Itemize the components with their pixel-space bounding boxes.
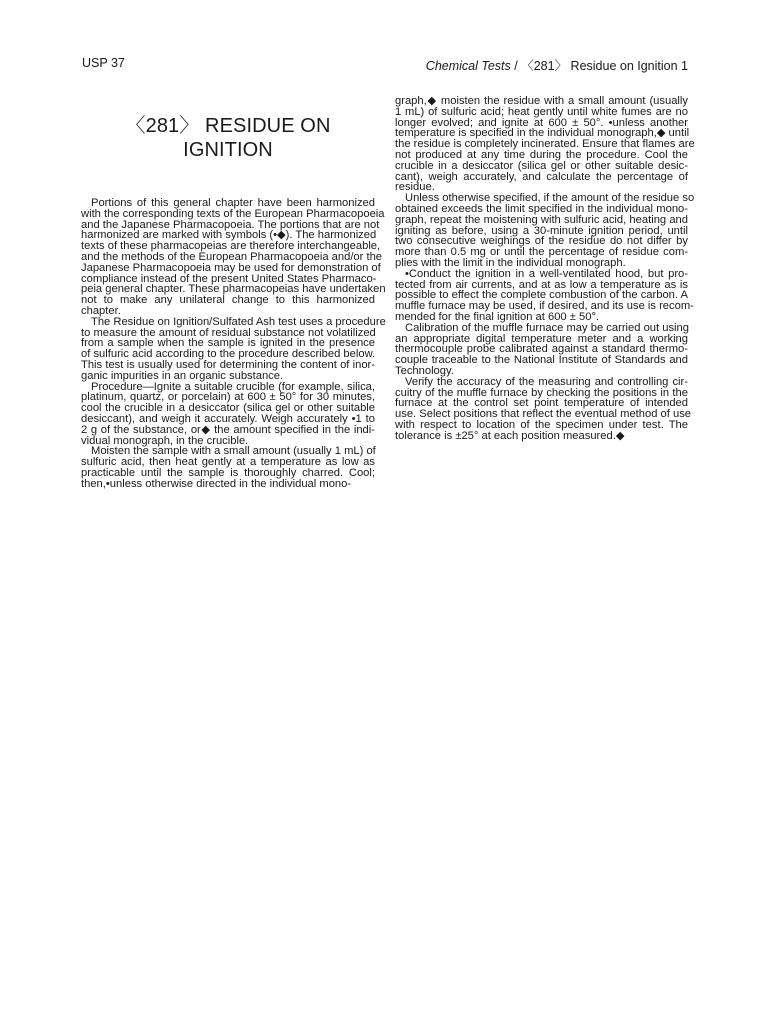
left-column-text-line: vidual monograph, in the crucible. [81, 434, 249, 447]
right-column-text-line: obtained exceeds the limit specified in the individual mono- [395, 202, 688, 215]
left-column-text-line: of sulfuric acid according to the procedure described below. [81, 348, 376, 361]
left-column-text-line: and the Japanese Pharmacopoeia. The portions that are not [81, 218, 380, 231]
right-column-text-line: cuitry of the muffle furnace by checking the positions in the [395, 386, 688, 399]
right-column-text-line: graph, repeat the moistening with sulfuric acid, heating and [395, 213, 688, 226]
right-column-text-line: residue. [395, 181, 435, 194]
left-column-text-line: Moisten the sample with a small amount (usually 1 mL) of [91, 445, 376, 458]
left-column-text-line: from a sample when the sample is ignited in the presence [81, 337, 375, 350]
left-column-text-line: 2 g of the substance, or◆ the amount specified in the indi- [81, 423, 375, 436]
header-left-label: USP 37 [82, 56, 125, 70]
left-column-text-line: Portions of this general chapter have been harmonized [91, 197, 375, 209]
right-column-text-line: tected from air currents, and at as low a temperature as is [395, 278, 688, 291]
right-column-text-line: Technology. [395, 364, 454, 377]
left-column-text-line: ganic impurities in an organic substance. [81, 369, 284, 382]
left-column-text-line: sulfuric acid, then heat gently at a temperature as low as [81, 456, 375, 469]
right-column-text-line: with respect to location of the specimen under test. The [395, 418, 688, 431]
left-column-text-line: compliance instead of the present United States Pharmaco- [81, 272, 377, 285]
right-column-text-line: tolerance is ±25° at each position measured.◆ [395, 429, 625, 442]
left-column-text-line: practicable until the sample is thoroughly charred. Cool; [81, 466, 375, 479]
right-column-text-line: plies with the limit in the individual monograph. [395, 256, 626, 269]
right-column-text-line: an appropriate digital temperature meter and a working [395, 332, 688, 345]
left-column-text-line: to measure the amount of residual substance not volatilized [81, 326, 376, 339]
right-column [395, 95, 695, 442]
right-column-text-line: igniting as before, using a 30-minute ignition period, until [395, 224, 688, 237]
left-column-text-line: This test is usually used for determining the content of inor- [81, 358, 375, 371]
left-column-text-line: Japanese Pharmacopoeia may be used for demonstration of [81, 261, 381, 274]
right-column-text-line: two consecutive weighings of the residue do not differ by [395, 235, 688, 248]
right-column-text-line: cant), weigh accurately, and calculate the percentage of [395, 170, 688, 183]
right-column-text-line: Unless otherwise specified, if the amount of the residue so [405, 192, 695, 205]
left-column-text-line: and the methods of the European Pharmacopoeia and/or the [81, 250, 383, 263]
header-chapter-ref: / 〈281〉 Residue on Ignition 1 [510, 59, 688, 73]
left-column-text-line: desiccant), and weigh it accurately. Weigh accurately •1 to [81, 412, 375, 425]
left-column-text-line: chapter. [81, 304, 121, 317]
right-column-text-line: furnace at the control set point temperature of intended [395, 397, 688, 410]
left-column-text-line: platinum, quartz, or porcelain) at 600 ± 50° for 30 minutes, [81, 391, 375, 404]
left-column-text-line: Procedure—Ignite a suitable crucible (for example, silica, [91, 380, 375, 393]
right-column-text-line: not produced at any time during the procedure. Cool the [395, 148, 688, 161]
left-column-text-line: texts of these pharmacopeias are therefore interchangeable, [81, 240, 381, 253]
right-column-text-line: mended for the final ignition at 600 ± 50°. [395, 310, 600, 323]
left-column-text-line: harmonized are marked with symbols (•◆). The harmonized [81, 229, 377, 242]
right-column-text-line: the residue is completely incinerated. Ensure that flames are [395, 138, 695, 151]
left-column-text-line: then,•unless otherwise directed in the individual mono- [81, 477, 352, 490]
right-column-text-line: Verify the accuracy of the measuring and controlling cir- [405, 375, 688, 388]
left-column-text-line: with the corresponding texts of the European Pharmacopoeia [81, 207, 385, 220]
right-column-text-line: crucible in a desiccator (silica gel or other suitable desic- [395, 159, 688, 172]
header-right-label [426, 56, 688, 74]
left-column-text-line: not to make any unilateral change to this harmonized [81, 294, 375, 307]
right-column-text-line: thermocouple probe calibrated against a standard thermo- [395, 343, 688, 356]
right-column-text-line: couple traceable to the National Institute of Standards and [395, 354, 688, 367]
right-column-text-line: more than 0.5 mg or until the percentage of residue com- [395, 246, 688, 259]
left-column-text-line: peia general chapter. These pharmacopeias have undertaken [81, 283, 386, 296]
left-column-text-line: cool the crucible in a desiccator (silica gel or other suitable [81, 402, 375, 415]
header-section-name: Chemical Tests [425, 59, 511, 73]
left-column-text-line: The Residue on Ignition/Sulfated Ash test uses a procedure [91, 315, 386, 328]
right-column-text-line: possible to effect the complete combustion of the carbon. A [395, 289, 688, 302]
left-column [81, 96, 386, 490]
right-column-text-line: Calibration of the muffle furnace may be carried out using [405, 321, 689, 334]
right-column-text-line: use. Select positions that reflect the eventual method of use [395, 408, 692, 421]
right-column-text [395, 95, 695, 442]
left-column-text [81, 197, 386, 490]
right-column-text-line: muffle furnace may be used, if desired, and its use is recom- [395, 300, 694, 313]
page-header [82, 56, 688, 76]
right-column-text-line: •Conduct the ignition in a well-ventilated hood, but pro- [405, 267, 688, 280]
right-column-text-line: longer evolved; and ignite at 600 ± 50°. •unless another [395, 116, 688, 129]
chapter-title: 〈281〉 RESIDUE ON IGNITION [125, 115, 331, 161]
right-column-text-line: graph,◆ moisten the residue with a small amount (usually [395, 95, 688, 107]
right-column-text-line: 1 mL) of sulfuric acid; heat gently until white fumes are no [395, 105, 688, 118]
right-column-text-line: temperature is specified in the individual monograph,◆ until [395, 127, 690, 140]
